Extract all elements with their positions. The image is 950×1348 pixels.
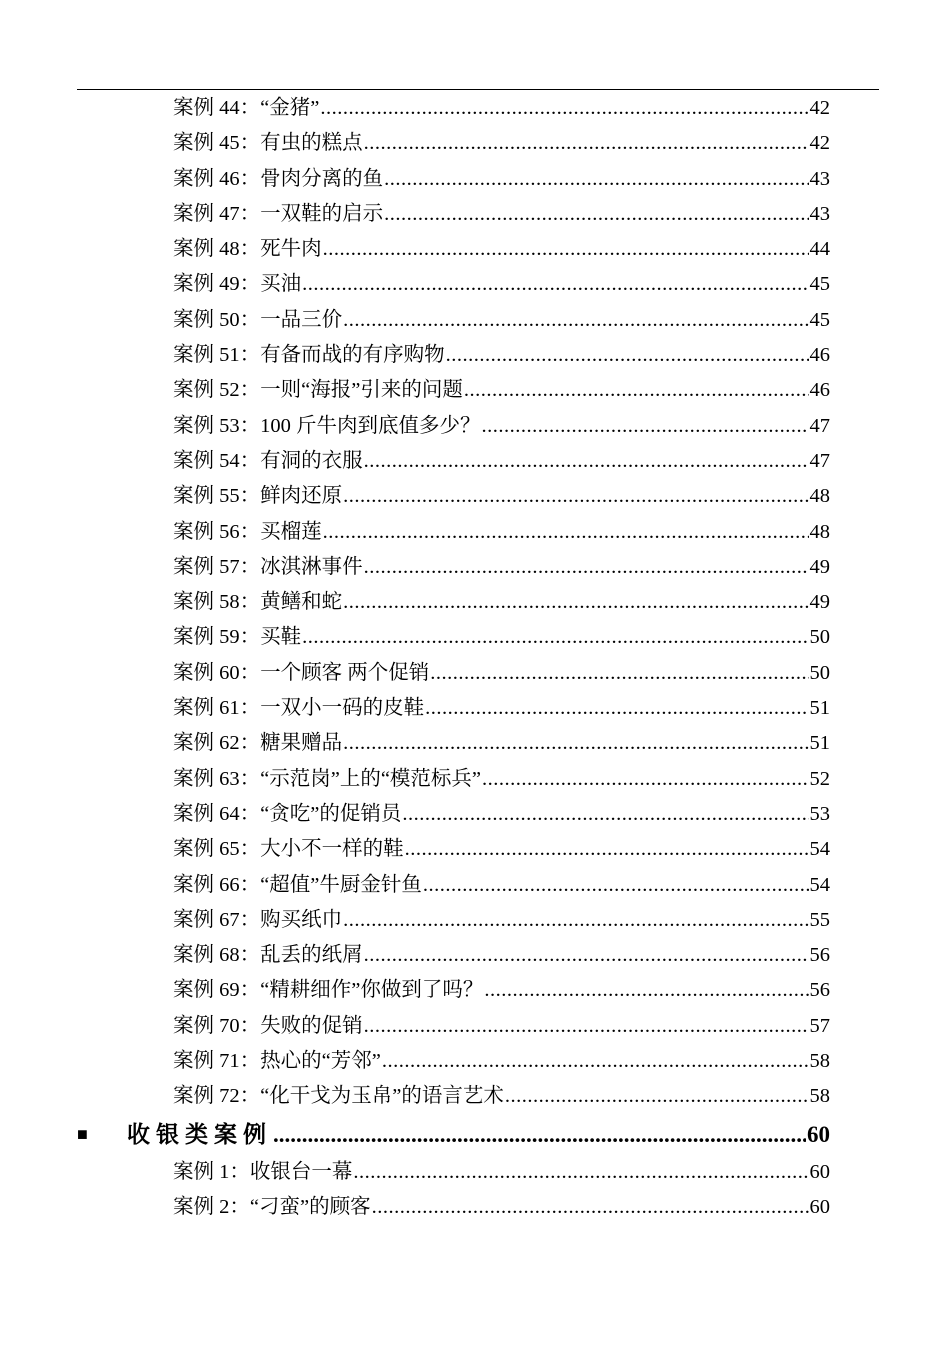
toc-entry-label: 案例 63：“示范岗”上的“模范标兵” [173,767,482,790]
table-of-contents [0,91,950,1225]
toc-entry-label: 案例 49：买油 [173,273,302,296]
dot-leader [372,1190,809,1225]
toc-entry[interactable] [173,444,830,479]
dot-leader [343,585,808,620]
toc-entry[interactable] [173,973,830,1008]
toc-entry-label: 案例 47：一双鞋的启示 [173,202,384,225]
toc-entry[interactable] [173,691,830,726]
toc-entry-label: 案例 56：买榴莲 [173,520,322,543]
toc-entry[interactable] [173,479,830,514]
dot-leader [446,338,809,373]
dot-leader [430,656,808,691]
toc-page-number: 57 [809,1014,830,1037]
toc-page-number: 56 [809,944,830,967]
toc-entry[interactable] [173,903,830,938]
toc-entry[interactable] [173,1155,830,1190]
toc-entry-label: 案例 50：一品三价 [173,308,343,331]
toc-page-number: 53 [809,802,830,825]
toc-entry[interactable] [173,338,830,373]
toc-entry[interactable] [173,232,830,267]
toc-entry-label: 案例 51：有备而战的有序购物 [173,344,445,367]
toc-entry[interactable] [173,409,830,444]
header-rule [77,89,879,90]
toc-entry-label: 案例 72：“化干戈为玉帛”的语言艺术 [173,1085,504,1108]
toc-entry[interactable] [173,832,830,867]
dot-leader [482,409,809,444]
toc-page-number: 47 [809,449,830,472]
toc-entry[interactable] [173,197,830,232]
toc-entry[interactable] [173,762,830,797]
toc-entry[interactable] [173,1190,830,1225]
dot-leader [343,303,808,338]
toc-entry-label: 案例 46：骨肉分离的鱼 [173,167,384,190]
toc-page-number: 45 [809,308,830,331]
toc-page-number: 46 [809,344,830,367]
dot-leader [364,1009,809,1044]
toc-entry-label: 案例 55：鲜肉还原 [173,485,343,508]
toc-entry-label: 案例 52：一则“海报”引来的问题 [173,379,463,402]
dot-leader [464,373,809,408]
toc-page-number: 60 [809,1160,830,1183]
toc-entry[interactable] [173,1009,830,1044]
toc-entry[interactable] [173,620,830,655]
toc-entry[interactable] [173,1044,830,1079]
dot-leader [423,868,809,903]
toc-page-number: 51 [809,697,830,720]
toc-entry-label: 案例 2：“刁蛮”的顾客 [173,1195,371,1218]
dot-leader [364,126,809,161]
dot-leader [353,1155,808,1190]
toc-entry-label: 案例 48：死牛肉 [173,238,322,261]
toc-page-number: 51 [809,732,830,755]
toc-page-number: 42 [809,132,830,155]
toc-page-number: 44 [809,238,830,261]
toc-page-number: 49 [809,555,830,578]
toc-page-number: 56 [809,979,830,1002]
toc-entry-label: 案例 57：冰淇淋事件 [173,555,363,578]
toc-entry[interactable] [173,91,830,126]
dot-leader [364,444,809,479]
dot-leader [343,479,808,514]
toc-page-number: 58 [809,1050,830,1073]
toc-entry[interactable] [173,656,830,691]
toc-page-number: 43 [809,167,830,190]
toc-entry-label: 案例 67：购买纸巾 [173,908,343,931]
toc-page-number: 50 [809,661,830,684]
toc-page-number: 46 [809,379,830,402]
dot-leader [364,550,809,585]
dot-leader [364,938,809,973]
toc-page-number: 54 [809,838,830,861]
toc-page-number: 60 [809,1195,830,1218]
dot-leader [482,762,808,797]
toc-entry-label: 案例 59：买鞋 [173,626,302,649]
toc-section-heading[interactable] [77,1115,830,1155]
toc-entry-label: 案例 60：一个顾客 两个促销 [173,661,430,684]
dot-leader [484,973,808,1008]
toc-entry[interactable] [173,1079,830,1114]
dot-leader [323,515,809,550]
toc-entry-label: 案例 65：大小不一样的鞋 [173,838,404,861]
dot-leader [384,162,808,197]
toc-entry[interactable] [173,162,830,197]
toc-page-number: 45 [809,273,830,296]
toc-page-number: 58 [809,1085,830,1108]
dot-leader [505,1079,809,1114]
toc-entry-label: 案例 68：乱丢的纸屑 [173,944,363,967]
toc-entry-label: 案例 66：“超值”牛厨金针鱼 [173,873,422,896]
toc-entry[interactable] [173,267,830,302]
toc-entry-label: 案例 58：黄鳝和蛇 [173,591,343,614]
toc-entry[interactable] [173,303,830,338]
toc-entry[interactable] [173,550,830,585]
toc-entry-label: 案例 54：有洞的衣服 [173,449,363,472]
toc-page-number: 47 [809,414,830,437]
section-title: 收银类案例 [127,1121,272,1147]
toc-page-number: 52 [809,767,830,790]
dot-leader [402,797,808,832]
dot-leader [323,232,809,267]
toc-entry[interactable] [173,868,830,903]
toc-entry-label: 案例 70：失败的促销 [173,1014,363,1037]
toc-page-number: 50 [809,626,830,649]
toc-page-number: 48 [809,520,830,543]
toc-entry[interactable] [173,585,830,620]
dot-leader [425,691,808,726]
dot-leader [302,620,808,655]
toc-entry[interactable] [173,938,830,973]
toc-entry[interactable] [173,726,830,761]
dot-leader [302,267,808,302]
toc-page-number: 49 [809,591,830,614]
toc-page-number: 55 [809,908,830,931]
toc-entry-label: 案例 64：“贪吃”的促销员 [173,802,402,825]
toc-page-number: 42 [809,97,830,119]
toc-entry-label: 案例 53：100 斤牛肉到底值多少？ [173,414,481,437]
dot-leader [382,1044,809,1079]
toc-entry[interactable] [173,797,830,832]
toc-entry-label: 案例 69：“精耕细作”你做到了吗？ [173,979,484,1002]
dot-leader [343,726,808,761]
toc-page-number: 48 [809,485,830,508]
dot-leader [405,832,809,867]
toc-entry-label: 案例 45：有虫的糕点 [173,132,363,155]
square-bullet-icon: ■ [77,1123,88,1144]
toc-entry[interactable] [173,126,830,161]
toc-entry-label: 案例 71：热心的“芳邻” [173,1050,381,1073]
dot-leader [343,903,808,938]
toc-entry[interactable] [173,515,830,550]
section-page-number: 60 [807,1121,830,1147]
toc-entry-label: 案例 1：收银台一幕 [173,1160,353,1183]
toc-entry-label: 案例 44：“金猪” [173,97,320,119]
dot-leader [384,197,808,232]
toc-entry-label: 案例 62：糖果赠品 [173,732,343,755]
toc-entry[interactable] [173,373,830,408]
toc-page-number: 54 [809,873,830,896]
dot-leader [273,1115,806,1155]
dot-leader [320,91,808,126]
toc-page-number: 43 [809,202,830,225]
toc-entry-label: 案例 61：一双小一码的皮鞋 [173,697,425,720]
